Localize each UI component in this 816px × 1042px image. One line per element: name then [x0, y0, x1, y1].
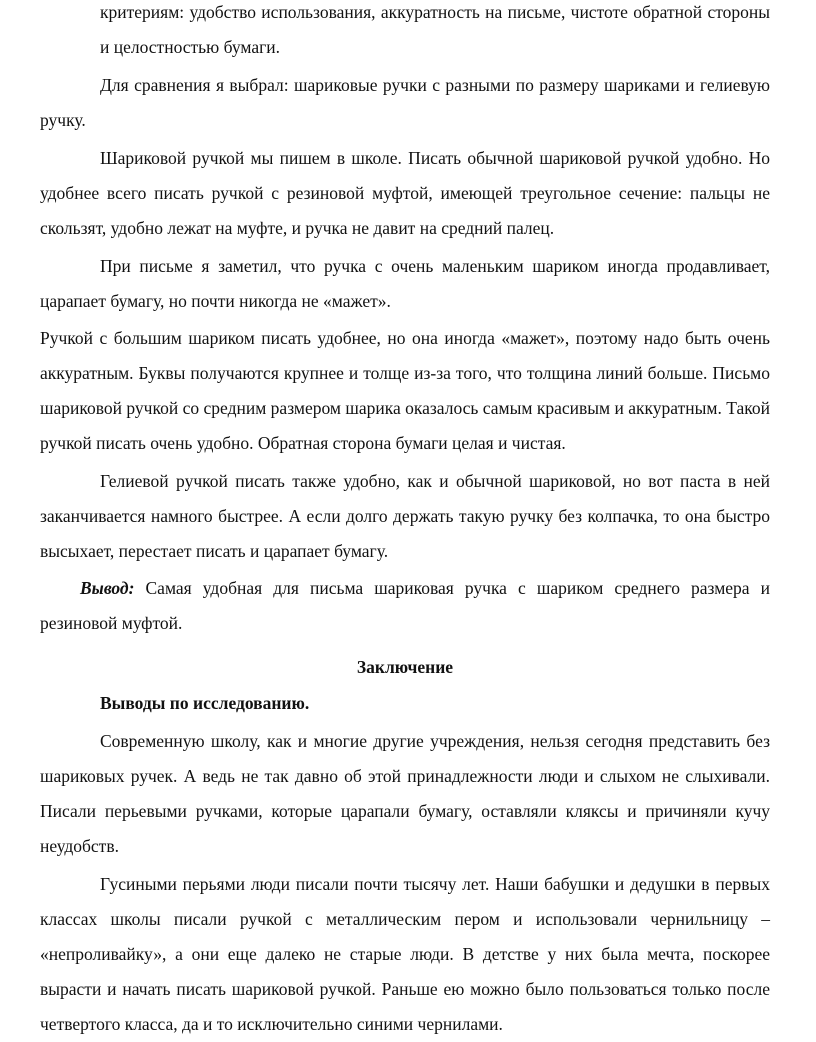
conclusion-label: Вывод:: [80, 578, 135, 598]
subsection-title: Выводы по исследованию.: [100, 693, 310, 713]
paragraph-comparison: Для сравнения я выбрал: шариковые ручки с разными по размеру шариками и гелиевую ручку.: [40, 75, 770, 130]
paragraph-gel-pen: Гелиевой ручкой писать также удобно, как и обычной шариковой, но вот паста в ней заканчивается намного быстрее. А если долго держать такую ручку без колпачка, то она быстро высыхает, перестает писать и царапает бумагу.: [40, 471, 770, 561]
paragraph-large-ball: Ручкой с большим шариком писать удобнее, но она иногда «мажет», поэтому надо быть очень аккуратным. Буквы получаются крупнее и толще из-за того, что толщина линий больше. Письмо шариковой ручкой со средним размером шарика оказалось самым красивым и аккуратным. Такой ручкой писать очень удобно. Обратная сторона бумаги целая и чистая.: [40, 328, 770, 453]
conclusion-text: Самая удобная для письма шариковая ручка с шариком среднего размера и резиновой муфтой.: [40, 578, 770, 633]
paragraph-ballpoint: Шариковой ручкой мы пишем в школе. Писать обычной шариковой ручкой удобно. Но удобнее всего писать ручкой с резиновой муфтой, имеющей треугольное сечение: пальцы не скользят, удобно лежат на муфте, и ручка не давит на средний палец.: [40, 148, 770, 238]
paragraph-modern-school: Современную школу, как и многие другие учреждения, нельзя сегодня представить без шариковых ручек. А ведь не так давно об этой принадлежности люди и слыхом не слыхивали. Писали перьевыми ручками, которые царапали бумагу, оставляли кляксы и причиняли кучу неудобств.: [40, 731, 770, 856]
paragraph-criteria: критериям: удобство использования, аккуратность на письме, чистоте обратной стороны и целостностью бумаги.: [100, 2, 770, 57]
section-title: Заключение: [356, 657, 454, 677]
paragraph-small-ball: При письме я заметил, что ручка с очень маленьким шариком иногда продавливает, царапает бумагу, но почти никогда не «мажет».: [40, 256, 770, 311]
document-page: [40, 0, 770, 1041]
paragraph-conclusion: [40, 571, 770, 641]
paragraph-goose-feathers: Гусиными перьями люди писали почти тысячу лет. Наши бабушки и дедушки в первых классах школы писали ручкой с металлическим пером и использовали чернильницу – «непроливайку», а они еще далеко не старые люди. В детстве у них была мечта, поскорее вырасти и начать писать шариковой ручкой. Раньше ею можно было пользоваться только после четвертого класса, да и то исключительно синими чернилами.: [40, 874, 770, 1034]
